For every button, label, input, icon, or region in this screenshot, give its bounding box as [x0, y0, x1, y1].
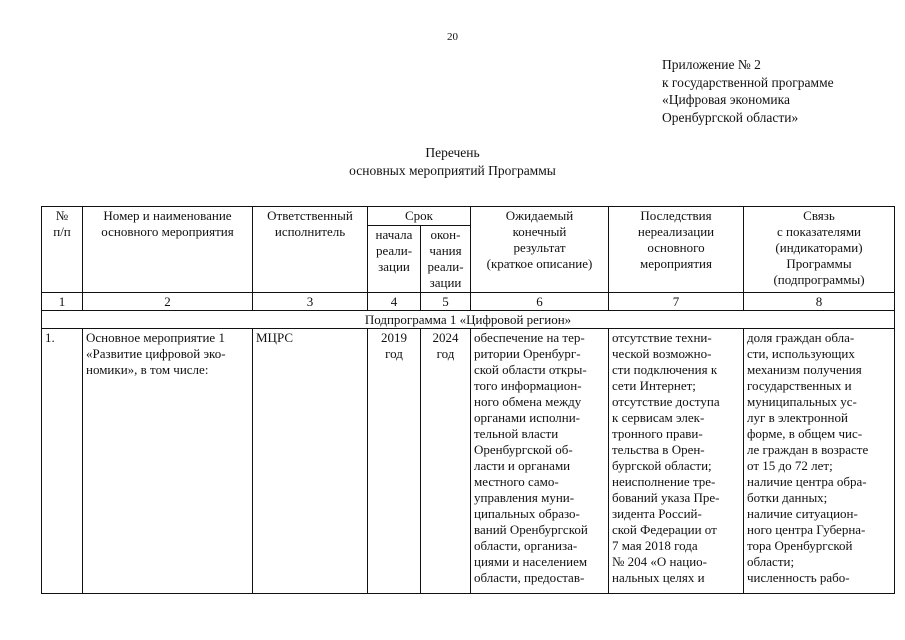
- header-num: № п/п: [42, 207, 83, 293]
- title-line-1: Перечень: [425, 145, 480, 160]
- table-row: [42, 329, 895, 594]
- header-link: Связь с показателями (индикаторами) Программы (подпрограммы): [744, 207, 895, 293]
- cell-start: 2019 год: [368, 329, 421, 594]
- subprogram-row: [42, 311, 895, 329]
- column-number: 4: [368, 293, 421, 311]
- column-number: 1: [42, 293, 83, 311]
- header-executor: Ответственный исполнитель: [253, 207, 368, 293]
- appendix-line: Оренбургской области»: [662, 109, 799, 125]
- header-term-end: окон- чания реали- зации: [421, 226, 471, 293]
- appendix-block: [662, 56, 834, 126]
- header-result: Ожидаемый конечный результат (краткое описание): [471, 207, 609, 293]
- cell-num: 1.: [42, 329, 83, 594]
- appendix-line: «Цифровая экономика: [662, 92, 790, 107]
- cell-consequences: отсутствие техни- ческой возможно- сти подключения к сети Интернет; отсутствие доступа к сервисам элек- тронного прави- тельства в Орен- бургской области; неисполнение тре- бований указа Пре- зидента Россий- ской Федерации от 7 мая 2018 года № 204 «О нацио- нальных целях и: [609, 329, 744, 594]
- subprogram-title: Подпрограмма 1 «Цифровой регион»: [42, 311, 895, 329]
- measures-table: [41, 206, 895, 594]
- cell-executor: МЦРС: [253, 329, 368, 594]
- document-title: [0, 144, 905, 179]
- cell-name: Основное мероприятие 1 «Развитие цифровой эко- номики», в том числе:: [83, 329, 253, 594]
- header-name: Номер и наименование основного мероприятия: [83, 207, 253, 293]
- cell-link: доля граждан обла- сти, использующих механизм получения государственных и муниципальных ус- луг в электронной форме, в общем чис- ле граждан в возрасте от 15 до 72 лет; наличие центра обра- ботки данных; наличие ситуацион- ного центра Губерна- тора Оренбургской области; численность рабо-: [744, 329, 895, 594]
- header-consequences: Последствия нереализации основного мероприятия: [609, 207, 744, 293]
- column-number: 3: [253, 293, 368, 311]
- column-number: 7: [609, 293, 744, 311]
- appendix-line: Приложение № 2: [662, 57, 761, 72]
- column-number: 6: [471, 293, 609, 311]
- cell-end: 2024 год: [421, 329, 471, 594]
- title-line-2: основных мероприятий Программы: [349, 162, 556, 178]
- appendix-line: к государственной программе: [662, 74, 834, 90]
- column-number: 2: [83, 293, 253, 311]
- column-number-row: [42, 293, 895, 311]
- cell-result: обеспечение на тер- ритории Оренбург- ской области откры- того информацион- ного обмена между органами исполни- тельной власти Оренбургской об- ласти и органами местного само- управления муни- ципальных образо- ваний Оренбургской области, организа- циями и населением области, предостав-: [471, 329, 609, 594]
- page-number: 20: [447, 31, 458, 43]
- header-term-start: начала реали- зации: [368, 226, 421, 293]
- header-row: [42, 207, 895, 226]
- column-number: 5: [421, 293, 471, 311]
- column-number: 8: [744, 293, 895, 311]
- header-term: Срок: [368, 207, 471, 226]
